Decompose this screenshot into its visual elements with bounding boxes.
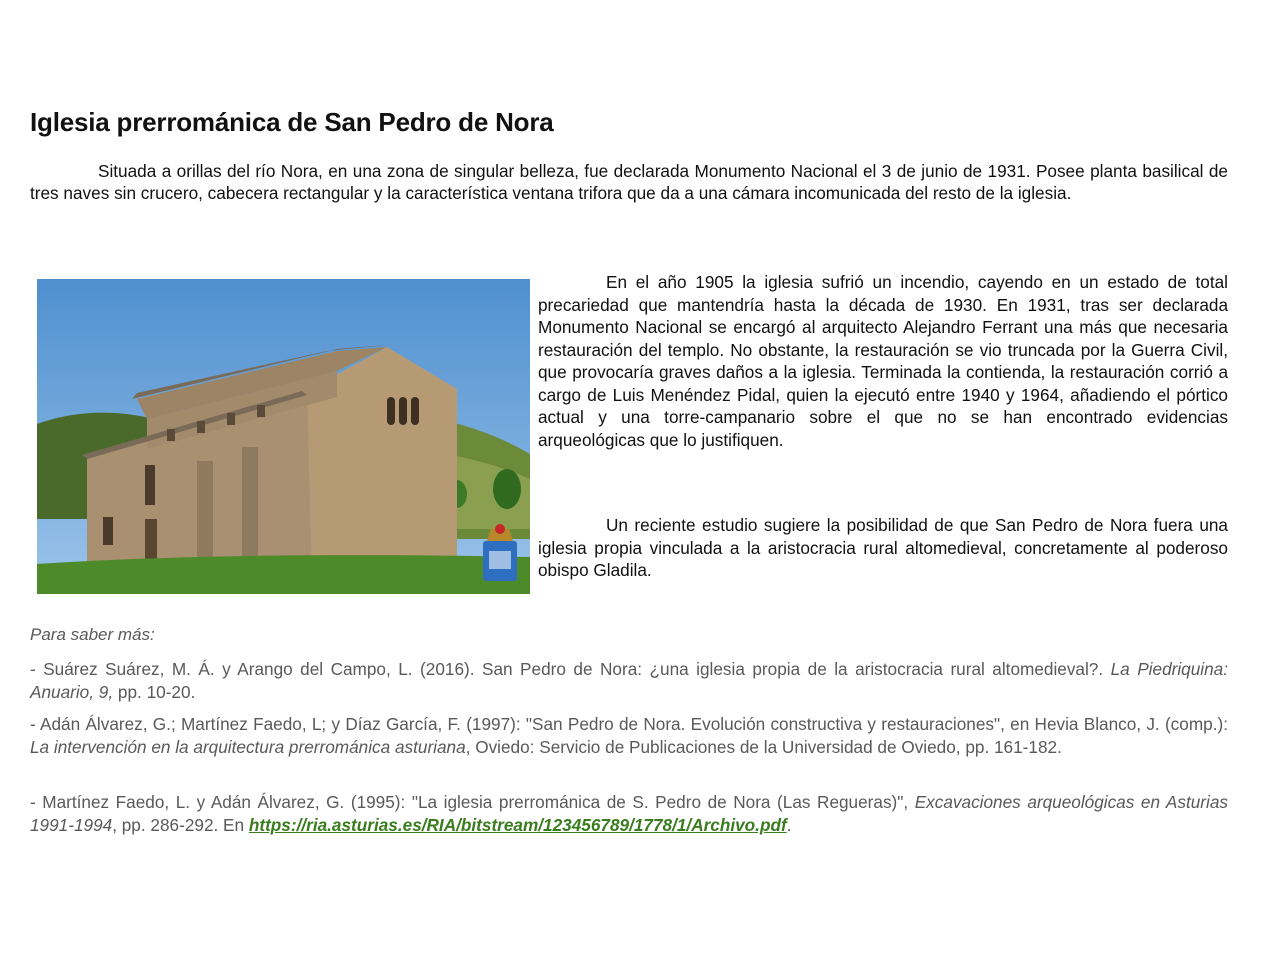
reference-pages: , pp. 286-292. En bbox=[112, 814, 249, 835]
reference-item bbox=[30, 658, 1228, 703]
intro-paragraph: Situada a orillas del río Nora, en una zona de singular belleza, fue declarada Monumento Nacional el 3 de junio de 1931. Posee planta basilical de tres naves sin crucero, cabecera rectangular y la característica ventana trifora que da a una cámara incomunicada del resto de la iglesia. bbox=[30, 161, 1228, 203]
reference-pages: , Oviedo: Servicio de Publicaciones de la Universidad de Oviedo, pp. 161-182. bbox=[465, 736, 1062, 757]
reference-text: - Martínez Faedo, L. y Adán Álvarez, G. (1995): "La iglesia prerrománica de S. Pedro de Nora (Las Regueras)", bbox=[30, 792, 915, 812]
references-heading: Para saber más: bbox=[30, 625, 155, 644]
reference-item bbox=[30, 713, 1228, 758]
reference-source: La intervención en la arquitectura prerrománica asturiana bbox=[30, 736, 466, 757]
church-photo bbox=[37, 279, 530, 594]
reference-text: - Suárez Suárez, M. Á. y Arango del Campo, L. (2016). San Pedro de Nora: ¿una iglesia propia de la aristocracia rural altomedieval?. bbox=[30, 659, 1111, 679]
reference-item bbox=[30, 791, 1228, 836]
page-title: Iglesia prerrománica de San Pedro de Nora bbox=[30, 107, 554, 137]
reference-pages: pp. 10-20. bbox=[113, 681, 196, 702]
reference-link[interactable]: https://ria.asturias.es/RIA/bitstream/123456789/1778/1/Archivo.pdf bbox=[248, 814, 787, 835]
study-paragraph: Un reciente estudio sugiere la posibilidad de que San Pedro de Nora fuera una iglesia propia vinculada a la aristocracia rural altomedieval, concretamente al poderoso obispo Gladila. bbox=[538, 515, 1228, 580]
reference-end: . bbox=[786, 814, 792, 835]
reference-text: - Adán Álvarez, G.; Martínez Faedo, L; y Díaz García, F. (1997): "San Pedro de Nora. Evolución constructiva y restauraciones", en Hevia Blanco, J. (comp.): bbox=[30, 714, 1228, 734]
reference-source: Excavaciones arqueológicas en Asturias 1991-1994 bbox=[30, 792, 1228, 835]
reference-source: La Piedriquina: Anuario, 9, bbox=[30, 659, 1228, 702]
history-paragraph: En el año 1905 la iglesia sufrió un incendio, cayendo en un estado de total precariedad que mantendría hasta la década de 1930. En 1931, tras ser declarada Monumento Nacional se encargó al arquitecto Alejandro Ferrant una más que necesaria restauración del templo. No obstante, la restauración se vio truncada por la Guerra Civil, que provocaría graves daños a la iglesia. Terminada la contienda, la restauración corrió a cargo de Luis Menéndez Pidal, quien la ejecutó entre 1940 y 1964, añadiendo el pórtico actual y una torre-campanario sobre el que no se han encontrado evidencias arqueológicas que lo justifiquen. bbox=[538, 272, 1228, 450]
